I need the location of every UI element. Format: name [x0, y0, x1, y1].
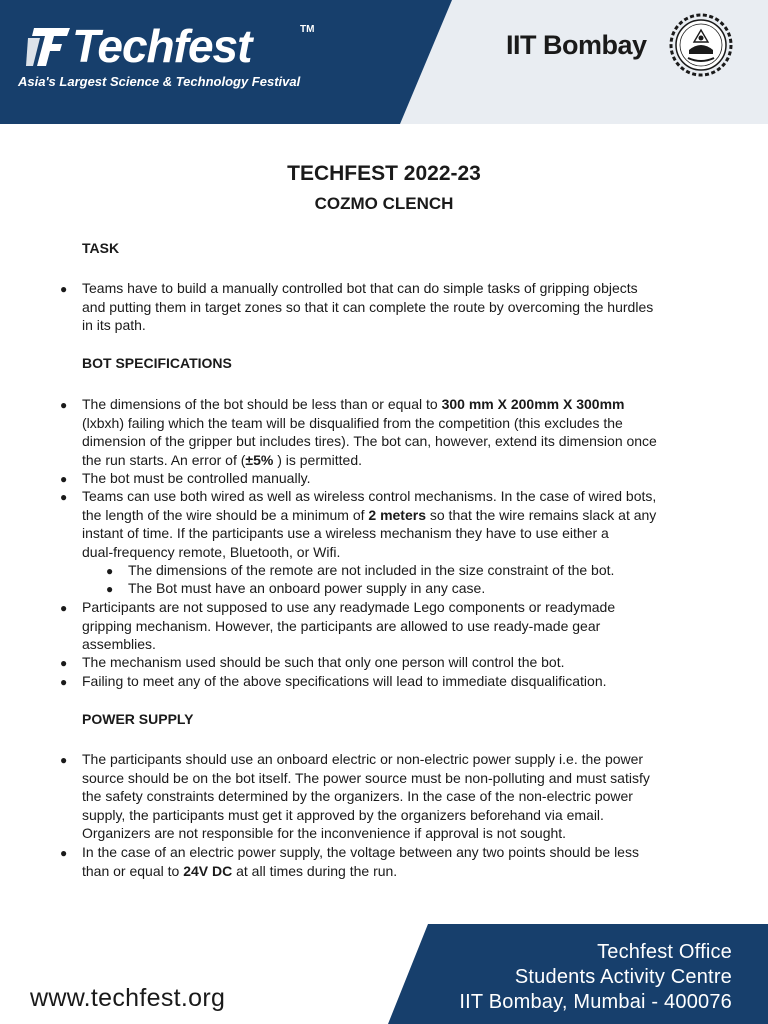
iit-bombay-seal-icon: [668, 12, 734, 78]
trademark-mark: TM: [300, 24, 315, 35]
document-subtitle: COZMO CLENCH: [314, 194, 454, 213]
footer-address: IIT Bombay, Mumbai - 400076: [459, 991, 732, 1013]
sub-bullet-icon: ●: [106, 564, 114, 578]
footer-centre: Students Activity Centre: [514, 966, 732, 988]
spec-disqualification: Failing to meet any of the above specifications will lead to immediate disqualification.: [82, 673, 607, 689]
section-heading-task: TASK: [82, 240, 120, 256]
bullet-icon: ●: [60, 753, 68, 767]
section-heading-power-supply: POWER SUPPLY: [82, 711, 194, 727]
bullet-icon: ●: [60, 601, 68, 615]
bullet-icon: ●: [60, 656, 68, 670]
bullet-icon: ●: [60, 472, 68, 486]
spec-remote-dimensions: The dimensions of the remote are not included in the size constraint of the bot.: [128, 562, 615, 578]
footer-website-url: www.techfest.org: [30, 984, 226, 1012]
spec-onboard-power: The Bot must have an onboard power supply in any case.: [128, 580, 486, 596]
spec-manual-control: The bot must be controlled manually.: [82, 470, 311, 486]
sub-bullet-icon: ●: [106, 582, 114, 596]
techfest-logo-text: Techfest: [72, 20, 252, 72]
spec-control-mechanism-paragraph: Teams can use both wired as well as wireless control mechanisms. In the case of wired bots, the length of the wire should be a minimum of 2 meters so that the wire remains slack at any instant of time. If the participants use a wireless mechanism they have to use either a dual-frequency remote, Bluetooth, or Wifi.: [82, 488, 657, 560]
spec-one-person: The mechanism used should be such that only one person will control the bot.: [82, 654, 565, 670]
bullet-icon: ●: [60, 846, 68, 860]
spec-lego-paragraph: Participants are not supposed to use any readymade Lego components or readymade gripping mechanism. However, the participants are allowed to use ready-made gear assemblies.: [82, 599, 616, 652]
power-onboard-paragraph: The participants should use an onboard electric or non-electric power supply i.e. the power source should be on the bot itself. The power source must be non-polluting and must satisfy the safety constraints determined by the organizers. In the case of the non-electric power supply, the participants must get it approved by the organizers beforehand via email. Organizers are not responsible for the inconvenience if approval is not sought.: [82, 751, 650, 841]
footer-office: Techfest Office: [597, 941, 732, 963]
bullet-icon: ●: [60, 398, 68, 412]
bullet-icon: ●: [60, 490, 68, 504]
bullet-icon: ●: [60, 675, 68, 689]
section-heading-bot-specifications: BOT SPECIFICATIONS: [82, 355, 232, 371]
document-title: TECHFEST 2022-23: [287, 162, 481, 185]
techfest-logo-icon: [26, 24, 72, 70]
bullet-icon: ●: [60, 282, 68, 296]
spec-dimensions-paragraph: The dimensions of the bot should be less than or equal to 300 mm X 200mm X 300mm (lxbxh) failing which the team will be disqualified from the competition (this excludes the dimension of the gripper but includes tires). The bot can, however, extend its dimension once the run starts. An error of (±5% ) is permitted.: [82, 396, 657, 468]
power-voltage-paragraph: In the case of an electric power supply, the voltage between any two points should be less than or equal to 24V DC at all times during the run.: [82, 844, 639, 879]
institute-name: IIT Bombay: [506, 30, 647, 60]
techfest-tagline: Asia's Largest Science & Technology Festival: [18, 74, 301, 89]
task-paragraph: Teams have to build a manually controlled bot that can do simple tasks of gripping objects and putting them in target zones so that it can complete the route by overcoming the hurdles in its path.: [82, 280, 654, 333]
